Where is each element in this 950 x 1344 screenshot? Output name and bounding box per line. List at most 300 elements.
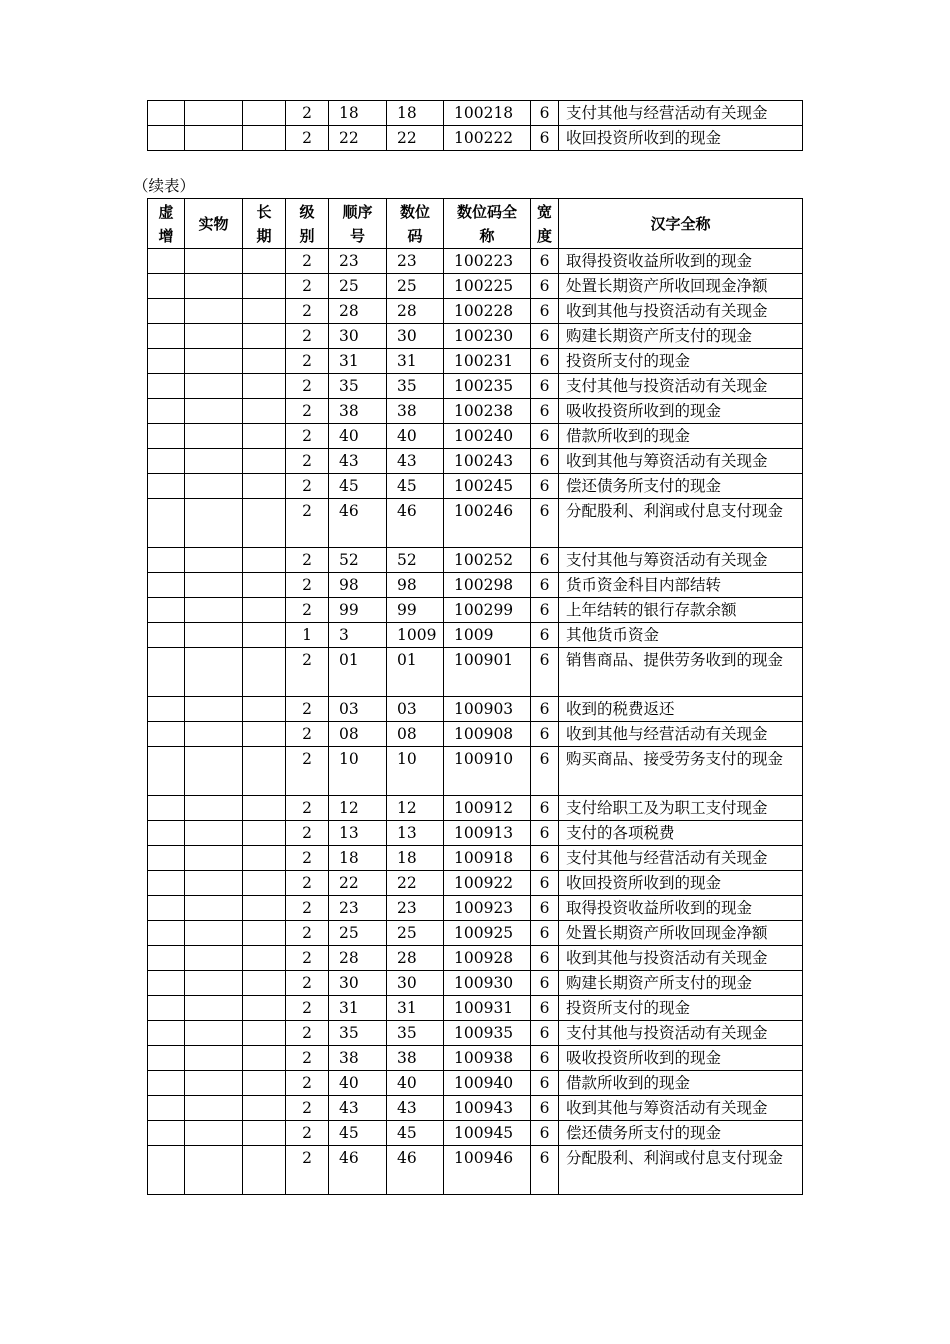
seq-cell: 38 — [329, 1046, 387, 1071]
width-cell: 6 — [531, 399, 559, 424]
virtual-cell — [148, 1146, 185, 1195]
name-cell: 收到其他与投资活动有关现金 — [559, 946, 803, 971]
width-cell: 6 — [531, 946, 559, 971]
level-cell: 2 — [286, 499, 329, 548]
digit-cell: 99 — [387, 598, 444, 623]
virtual-cell — [148, 598, 185, 623]
longterm-cell — [243, 623, 286, 648]
name-cell: 取得投资收益所收到的现金 — [559, 249, 803, 274]
table-row — [148, 324, 803, 349]
table-row — [148, 349, 803, 374]
seq-cell: 10 — [329, 747, 387, 796]
virtual-cell — [148, 921, 185, 946]
table-row — [148, 1021, 803, 1046]
physical-cell — [185, 1146, 243, 1195]
name-cell: 取得投资收益所收到的现金 — [559, 896, 803, 921]
physical-cell — [185, 722, 243, 747]
digit-cell: 31 — [387, 996, 444, 1021]
seq-cell: 18 — [329, 846, 387, 871]
table-row — [148, 821, 803, 846]
virtual-cell — [148, 101, 185, 126]
virtual-cell — [148, 249, 185, 274]
header-row — [148, 199, 803, 249]
level-cell: 2 — [286, 747, 329, 796]
digit-cell: 35 — [387, 374, 444, 399]
longterm-cell — [243, 499, 286, 548]
name-cell: 购建长期资产所支付的现金 — [559, 324, 803, 349]
physical-cell — [185, 598, 243, 623]
width-cell: 6 — [531, 324, 559, 349]
longterm-cell — [243, 399, 286, 424]
physical-cell — [185, 1096, 243, 1121]
longterm-cell — [243, 324, 286, 349]
level-cell: 2 — [286, 1146, 329, 1195]
name-cell: 购建长期资产所支付的现金 — [559, 971, 803, 996]
physical-cell — [185, 623, 243, 648]
name-cell: 借款所收到的现金 — [559, 1071, 803, 1096]
seq-cell: 18 — [329, 101, 387, 126]
longterm-cell — [243, 648, 286, 697]
seq-cell: 01 — [329, 648, 387, 697]
width-cell: 6 — [531, 796, 559, 821]
table-row — [148, 946, 803, 971]
longterm-cell — [243, 821, 286, 846]
table-row — [148, 274, 803, 299]
table-row — [148, 747, 803, 796]
code-cell: 100299 — [444, 598, 531, 623]
level-cell: 2 — [286, 274, 329, 299]
table-row — [148, 249, 803, 274]
width-cell: 6 — [531, 424, 559, 449]
width-cell: 6 — [531, 499, 559, 548]
width-cell: 6 — [531, 249, 559, 274]
width-cell: 6 — [531, 1096, 559, 1121]
seq-cell: 28 — [329, 299, 387, 324]
table-row — [148, 623, 803, 648]
longterm-cell — [243, 996, 286, 1021]
seq-cell: 3 — [329, 623, 387, 648]
longterm-cell — [243, 449, 286, 474]
physical-cell — [185, 871, 243, 896]
table-row — [148, 871, 803, 896]
code-cell: 100225 — [444, 274, 531, 299]
seq-cell: 25 — [329, 274, 387, 299]
name-cell: 处置长期资产所收回现金净额 — [559, 921, 803, 946]
level-cell: 2 — [286, 1046, 329, 1071]
digit-cell: 45 — [387, 474, 444, 499]
width-cell: 6 — [531, 474, 559, 499]
level-cell: 2 — [286, 249, 329, 274]
level-cell: 2 — [286, 1021, 329, 1046]
width-cell: 6 — [531, 101, 559, 126]
name-cell: 投资所支付的现金 — [559, 996, 803, 1021]
seq-cell: 52 — [329, 548, 387, 573]
digit-cell: 43 — [387, 449, 444, 474]
physical-cell — [185, 1121, 243, 1146]
virtual-cell — [148, 896, 185, 921]
name-cell: 支付其他与经营活动有关现金 — [559, 101, 803, 126]
digit-cell: 46 — [387, 1146, 444, 1195]
seq-cell: 46 — [329, 1146, 387, 1195]
digit-cell: 30 — [387, 324, 444, 349]
code-cell: 100298 — [444, 573, 531, 598]
table-row — [148, 796, 803, 821]
digit-cell: 25 — [387, 274, 444, 299]
name-cell: 销售商品、提供劳务收到的现金 — [559, 648, 803, 697]
physical-cell — [185, 796, 243, 821]
width-cell: 6 — [531, 1071, 559, 1096]
seq-cell: 40 — [329, 424, 387, 449]
longterm-cell — [243, 474, 286, 499]
width-cell: 6 — [531, 871, 559, 896]
level-cell: 2 — [286, 324, 329, 349]
physical-cell — [185, 299, 243, 324]
physical-cell — [185, 349, 243, 374]
physical-cell — [185, 697, 243, 722]
code-cell: 100923 — [444, 896, 531, 921]
seq-cell: 45 — [329, 474, 387, 499]
physical-cell — [185, 374, 243, 399]
virtual-cell — [148, 1046, 185, 1071]
width-cell: 6 — [531, 1021, 559, 1046]
name-cell: 收到其他与经营活动有关现金 — [559, 722, 803, 747]
width-cell: 6 — [531, 921, 559, 946]
header-virtual: 虚增 — [148, 199, 185, 249]
physical-cell — [185, 1071, 243, 1096]
code-cell: 100938 — [444, 1046, 531, 1071]
level-cell: 2 — [286, 871, 329, 896]
seq-cell: 99 — [329, 598, 387, 623]
top-table — [147, 100, 803, 151]
seq-cell: 43 — [329, 449, 387, 474]
digit-cell: 35 — [387, 1021, 444, 1046]
physical-cell — [185, 1021, 243, 1046]
width-cell: 6 — [531, 349, 559, 374]
name-cell: 吸收投资所收到的现金 — [559, 399, 803, 424]
code-cell: 100930 — [444, 971, 531, 996]
virtual-cell — [148, 324, 185, 349]
longterm-cell — [243, 1121, 286, 1146]
virtual-cell — [148, 299, 185, 324]
longterm-cell — [243, 573, 286, 598]
table-row — [148, 374, 803, 399]
name-cell: 收到其他与投资活动有关现金 — [559, 299, 803, 324]
digit-cell: 40 — [387, 424, 444, 449]
virtual-cell — [148, 871, 185, 896]
level-cell: 2 — [286, 946, 329, 971]
virtual-cell — [148, 399, 185, 424]
physical-cell — [185, 971, 243, 996]
virtual-cell — [148, 1096, 185, 1121]
physical-cell — [185, 274, 243, 299]
physical-cell — [185, 499, 243, 548]
digit-cell: 03 — [387, 697, 444, 722]
seq-cell: 43 — [329, 1096, 387, 1121]
code-cell: 100231 — [444, 349, 531, 374]
physical-cell — [185, 1046, 243, 1071]
virtual-cell — [148, 474, 185, 499]
name-cell: 吸收投资所收到的现金 — [559, 1046, 803, 1071]
width-cell: 6 — [531, 697, 559, 722]
digit-cell: 01 — [387, 648, 444, 697]
table-row — [148, 573, 803, 598]
seq-cell: 45 — [329, 1121, 387, 1146]
virtual-cell — [148, 846, 185, 871]
code-cell: 100901 — [444, 648, 531, 697]
width-cell: 6 — [531, 1146, 559, 1195]
name-cell: 支付的各项税费 — [559, 821, 803, 846]
table-row — [148, 299, 803, 324]
width-cell: 6 — [531, 846, 559, 871]
table-row — [148, 101, 803, 126]
longterm-cell — [243, 722, 286, 747]
code-cell: 100903 — [444, 697, 531, 722]
level-cell: 2 — [286, 971, 329, 996]
seq-cell: 38 — [329, 399, 387, 424]
code-cell: 100913 — [444, 821, 531, 846]
width-cell: 6 — [531, 996, 559, 1021]
seq-cell: 22 — [329, 871, 387, 896]
longterm-cell — [243, 374, 286, 399]
table-row — [148, 598, 803, 623]
physical-cell — [185, 474, 243, 499]
code-cell: 100223 — [444, 249, 531, 274]
name-cell: 支付其他与经营活动有关现金 — [559, 846, 803, 871]
level-cell: 2 — [286, 697, 329, 722]
width-cell: 6 — [531, 598, 559, 623]
name-cell: 分配股利、利润或付息支付现金 — [559, 499, 803, 548]
physical-cell — [185, 946, 243, 971]
digit-cell: 12 — [387, 796, 444, 821]
virtual-cell — [148, 548, 185, 573]
width-cell: 6 — [531, 1121, 559, 1146]
virtual-cell — [148, 349, 185, 374]
code-cell: 100940 — [444, 1071, 531, 1096]
seq-cell: 35 — [329, 1021, 387, 1046]
digit-cell: 52 — [387, 548, 444, 573]
level-cell: 2 — [286, 449, 329, 474]
name-cell: 支付其他与筹资活动有关现金 — [559, 548, 803, 573]
longterm-cell — [243, 299, 286, 324]
digit-cell: 25 — [387, 921, 444, 946]
seq-cell: 30 — [329, 324, 387, 349]
code-cell: 100931 — [444, 996, 531, 1021]
code-cell: 100245 — [444, 474, 531, 499]
level-cell: 2 — [286, 996, 329, 1021]
virtual-cell — [148, 796, 185, 821]
seq-cell: 23 — [329, 896, 387, 921]
virtual-cell — [148, 747, 185, 796]
table-row — [148, 1146, 803, 1195]
level-cell: 2 — [286, 722, 329, 747]
name-cell: 货币资金科目内部结转 — [559, 573, 803, 598]
digit-cell: 08 — [387, 722, 444, 747]
code-cell: 100252 — [444, 548, 531, 573]
name-cell: 支付其他与投资活动有关现金 — [559, 374, 803, 399]
top-table-body — [148, 101, 803, 151]
physical-cell — [185, 747, 243, 796]
name-cell: 偿还债务所支付的现金 — [559, 1121, 803, 1146]
level-cell: 2 — [286, 796, 329, 821]
name-cell: 投资所支付的现金 — [559, 349, 803, 374]
seq-cell: 23 — [329, 249, 387, 274]
longterm-cell — [243, 548, 286, 573]
virtual-cell — [148, 374, 185, 399]
digit-cell: 28 — [387, 299, 444, 324]
level-cell: 2 — [286, 101, 329, 126]
digit-cell: 10 — [387, 747, 444, 796]
code-cell: 100935 — [444, 1021, 531, 1046]
seq-cell: 25 — [329, 921, 387, 946]
virtual-cell — [148, 821, 185, 846]
digit-cell: 38 — [387, 399, 444, 424]
digit-cell: 23 — [387, 249, 444, 274]
table-row — [148, 648, 803, 697]
name-cell: 借款所收到的现金 — [559, 424, 803, 449]
virtual-cell — [148, 573, 185, 598]
code-cell: 100908 — [444, 722, 531, 747]
table-row — [148, 971, 803, 996]
physical-cell — [185, 846, 243, 871]
table-row — [148, 474, 803, 499]
width-cell: 6 — [531, 747, 559, 796]
level-cell: 2 — [286, 1096, 329, 1121]
name-cell: 偿还债务所支付的现金 — [559, 474, 803, 499]
virtual-cell — [148, 499, 185, 548]
physical-cell — [185, 821, 243, 846]
name-cell: 购买商品、接受劳务支付的现金 — [559, 747, 803, 796]
table-row — [148, 1046, 803, 1071]
digit-cell: 22 — [387, 126, 444, 151]
seq-cell: 31 — [329, 349, 387, 374]
seq-cell: 22 — [329, 126, 387, 151]
main-table — [147, 198, 803, 1195]
level-cell: 2 — [286, 896, 329, 921]
digit-cell: 1009 — [387, 623, 444, 648]
header-physical: 实物 — [185, 199, 243, 249]
table-row — [148, 449, 803, 474]
digit-cell: 18 — [387, 846, 444, 871]
code-cell: 100945 — [444, 1121, 531, 1146]
level-cell: 2 — [286, 821, 329, 846]
table-row — [148, 399, 803, 424]
code-cell: 100946 — [444, 1146, 531, 1195]
width-cell: 6 — [531, 821, 559, 846]
longterm-cell — [243, 249, 286, 274]
longterm-cell — [243, 1146, 286, 1195]
header-level: 级别 — [286, 199, 329, 249]
level-cell: 2 — [286, 349, 329, 374]
header-name: 汉字全称 — [559, 199, 803, 249]
table-row — [148, 722, 803, 747]
seq-cell: 03 — [329, 697, 387, 722]
longterm-cell — [243, 697, 286, 722]
code-cell: 100228 — [444, 299, 531, 324]
level-cell: 2 — [286, 424, 329, 449]
physical-cell — [185, 996, 243, 1021]
digit-cell: 28 — [387, 946, 444, 971]
width-cell: 6 — [531, 374, 559, 399]
code-cell: 100235 — [444, 374, 531, 399]
table-row — [148, 1071, 803, 1096]
physical-cell — [185, 324, 243, 349]
code-cell: 100238 — [444, 399, 531, 424]
code-cell: 100910 — [444, 747, 531, 796]
header-code: 数位码全称 — [444, 199, 531, 249]
code-cell: 100243 — [444, 449, 531, 474]
longterm-cell — [243, 796, 286, 821]
digit-cell: 31 — [387, 349, 444, 374]
code-cell: 100922 — [444, 871, 531, 896]
level-cell: 2 — [286, 921, 329, 946]
table-row — [148, 548, 803, 573]
digit-cell: 13 — [387, 821, 444, 846]
longterm-cell — [243, 896, 286, 921]
code-cell: 100918 — [444, 846, 531, 871]
width-cell: 6 — [531, 548, 559, 573]
physical-cell — [185, 249, 243, 274]
longterm-cell — [243, 126, 286, 151]
longterm-cell — [243, 1021, 286, 1046]
physical-cell — [185, 548, 243, 573]
longterm-cell — [243, 598, 286, 623]
main-table-body — [148, 249, 803, 1195]
seq-cell: 12 — [329, 796, 387, 821]
table-row — [148, 697, 803, 722]
table-row — [148, 921, 803, 946]
digit-cell: 22 — [387, 871, 444, 896]
virtual-cell — [148, 1021, 185, 1046]
level-cell: 1 — [286, 623, 329, 648]
digit-cell: 45 — [387, 1121, 444, 1146]
seq-cell: 46 — [329, 499, 387, 548]
seq-cell: 35 — [329, 374, 387, 399]
header-width: 宽度 — [531, 199, 559, 249]
table-row — [148, 996, 803, 1021]
virtual-cell — [148, 424, 185, 449]
table-row — [148, 1121, 803, 1146]
physical-cell — [185, 573, 243, 598]
digit-cell: 43 — [387, 1096, 444, 1121]
seq-cell: 28 — [329, 946, 387, 971]
name-cell: 处置长期资产所收回现金净额 — [559, 274, 803, 299]
code-cell: 1009 — [444, 623, 531, 648]
physical-cell — [185, 399, 243, 424]
name-cell: 支付给职工及为职工支付现金 — [559, 796, 803, 821]
virtual-cell — [148, 996, 185, 1021]
longterm-cell — [243, 349, 286, 374]
level-cell: 2 — [286, 399, 329, 424]
table-row — [148, 846, 803, 871]
level-cell: 2 — [286, 648, 329, 697]
longterm-cell — [243, 424, 286, 449]
width-cell: 6 — [531, 648, 559, 697]
virtual-cell — [148, 274, 185, 299]
width-cell: 6 — [531, 449, 559, 474]
table-row — [148, 1096, 803, 1121]
table-row — [148, 424, 803, 449]
physical-cell — [185, 648, 243, 697]
physical-cell — [185, 449, 243, 474]
name-cell: 收到其他与筹资活动有关现金 — [559, 449, 803, 474]
level-cell: 2 — [286, 299, 329, 324]
code-cell: 100928 — [444, 946, 531, 971]
name-cell: 分配股利、利润或付息支付现金 — [559, 1146, 803, 1195]
width-cell: 6 — [531, 896, 559, 921]
level-cell: 2 — [286, 126, 329, 151]
header-seq: 顺序号 — [329, 199, 387, 249]
digit-cell: 18 — [387, 101, 444, 126]
